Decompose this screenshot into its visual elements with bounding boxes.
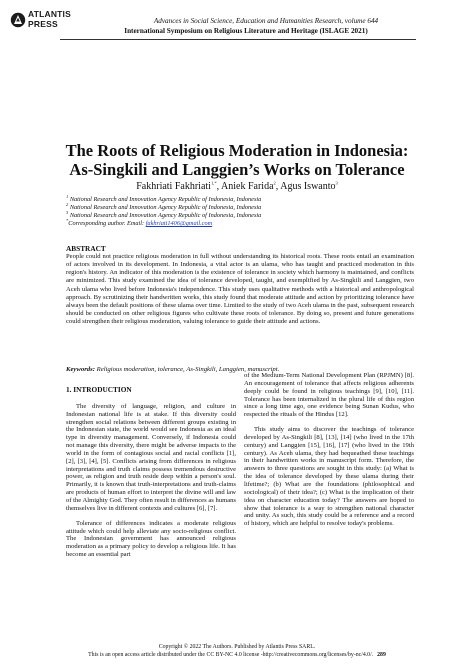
journal-name: Advances in Social Science, Education and Humanities Research, volume 644 <box>153 17 379 25</box>
corresponding-author <box>66 217 436 228</box>
body-paragraph: Tolerance of differences indicates a moderate religious attitude which could help alleviate any socio-religious conflict. The Indonesian government has announced religious moderation as a primary policy to develop a religious life. It has become an essential part <box>66 519 236 559</box>
license-text: This is an open access article distributed under the CC BY-NC 4.0 license -http://creativecommons.org/licenses/by-nc/4.0/. <box>88 652 374 658</box>
affiliation-sup: 2 <box>66 201 69 207</box>
affiliation-text: National Research and Innovation Agency Republic of Indonesia, Indonesia <box>69 196 262 203</box>
atlantis-logo-icon <box>10 12 26 28</box>
affiliation-text: National Research and Innovation Agency Republic of Indonesia, Indonesia <box>69 204 262 211</box>
conference-name: International Symposium on Religious Literature and Heritage (ISLAGE 2021) <box>124 27 368 35</box>
body-paragraph: The diversity of language, religion, and culture in Indonesian national life is at stake. If this diversity could strengthen social relations between different groups existing in the Indonesian state, the world would see Indonesia as an ideal type in diversity management. Conversely, if Indonesia could not manage this diversity, there might be adverse impacts to the world in the form of contagious social and racial conflicts [1], [2], [3], [4], [5]. Conflicts arising from differences in religious interpretations and truth claims possess tremendous destructive power, as religion and truth reside deep within a person's soul. Primarily, it is known that truth-interpretations and truth-claims are products of human effort to interpret the divine will and law of the Almighty God. They often result in differences as humans themselves live in different contexts and cultures [6], [7]. <box>66 402 236 512</box>
affiliation-text: National Research and Innovation Agency Republic of Indonesia, Indonesia <box>69 212 262 219</box>
affiliation-sup: 3 <box>66 209 69 215</box>
author-name: Fakhriati Fakhriati <box>136 181 211 192</box>
abstract-text: People could not practice religious moderation in full without understanding its historical roots. These roots entail an examination of actors involved in its development. In Indonesia, a vital actor is an ulama, who has taught and practiced moderation in this region's history. An indicator of this moderation is the existence of tolerance in society which harmony is maintained, and conflicts are minimized. This study examined the idea of tolerance developed, taught, and exemplified by As-Singkili and Langgien, two Aceh ulama who lived before Indonesia's independence. This study uses qualitative methods with a historical and anthropological approach. By scrutinizing their handwritten works, this study found that moderate attitude and action by prioritizing tolerance have always been the default positions of these ulama over time. Limited to the study of two Aceh ulama in the past, subsequent research should be conducted on other religious figures who cultivate these roots of tolerance. By doing so, present and future generations could strengthen their religious moderation, valuing tolerance to guide their attitude and actions. <box>66 253 414 326</box>
affiliation-sup: 1 <box>66 193 69 199</box>
publisher-logo <box>10 10 80 36</box>
author-sup: 3 <box>335 180 338 186</box>
affiliation <box>66 209 436 220</box>
logo-line-2: PRESS <box>28 18 58 29</box>
title-line-2: As-Singkili and Langgien’s Works on Tolerance <box>69 160 405 179</box>
left-column <box>66 386 236 566</box>
author-sup: 1,* <box>210 180 217 186</box>
license-line <box>20 651 454 659</box>
email-link[interactable]: fakhriati1406@gmail.com <box>145 220 213 227</box>
body-paragraph: This study aims to discover the teachings of tolerance developed by As-Singkili [8], [13], [14] (who lived in the 17th century) and Langgien [15], [16], [17] (who lived in the 19th century). As Aceh ulama, they had bequeathed these teachings in their handwritten works in manuscript form. Therefore, the answers to three questions are sought in this study: (a) What is the idea of tolerance developed by these ulama during their lifetime?; (b) What are the foundations (philosophical and sociological) of their idea?; (c) What is the implication of their idea on character education today? The answers are hoped to show that tolerance is a way to strengthen national character and unity. As such, this study could be a reference and a record of history, which are helpful to resolve today's problems. <box>244 426 414 528</box>
copyright-line: Copyright © 2022 The Authors. Published by Atlantis Press SARL. <box>158 644 316 650</box>
affiliation <box>66 193 436 204</box>
author-sup: 2 <box>273 180 276 186</box>
affiliations <box>66 193 436 228</box>
introduction-heading: 1. INTRODUCTION <box>66 385 132 394</box>
header-rule <box>60 39 416 40</box>
title-line-1: The Roots of Religious Moderation in Indonesia: <box>65 141 409 160</box>
paper-title <box>40 141 434 179</box>
page-number: 289 <box>377 652 386 658</box>
author-name: Agus Iswanto <box>280 181 336 192</box>
keywords-text: Religious moderation, tolerance, As-Singkili, Langgien, manuscript. <box>96 366 280 373</box>
page-footer <box>20 643 454 659</box>
abstract-heading: ABSTRACT <box>66 244 106 253</box>
logo-wordmark <box>28 10 71 29</box>
right-column <box>244 372 414 535</box>
author-name: Aniek Farida <box>221 181 274 192</box>
affiliation <box>66 201 436 212</box>
body-paragraph: of the Medium-Term National Development Plan (RPJMN) [8]. An encouragement of tolerance that affects religious adherents deeply could be found in religious teachings [9], [10], [11]. Tolerance has been internalized in the plural life of this region since a long time ago, one evidence being Sunan Kudus, who respected the rituals of the Hindus [12]. <box>244 372 414 419</box>
keywords-label: Keywords: <box>66 366 95 373</box>
author-list: Fakhriati Fakhriati$^{1,*}$, Aniek Farida$^2$, Agus Iswanto$^3$ <box>136 180 338 192</box>
corresponding-asterisk: * <box>66 217 69 223</box>
corresponding-label: Corresponding author. Email: <box>68 220 145 227</box>
logo-line-1: ATLANTIS <box>28 9 71 19</box>
